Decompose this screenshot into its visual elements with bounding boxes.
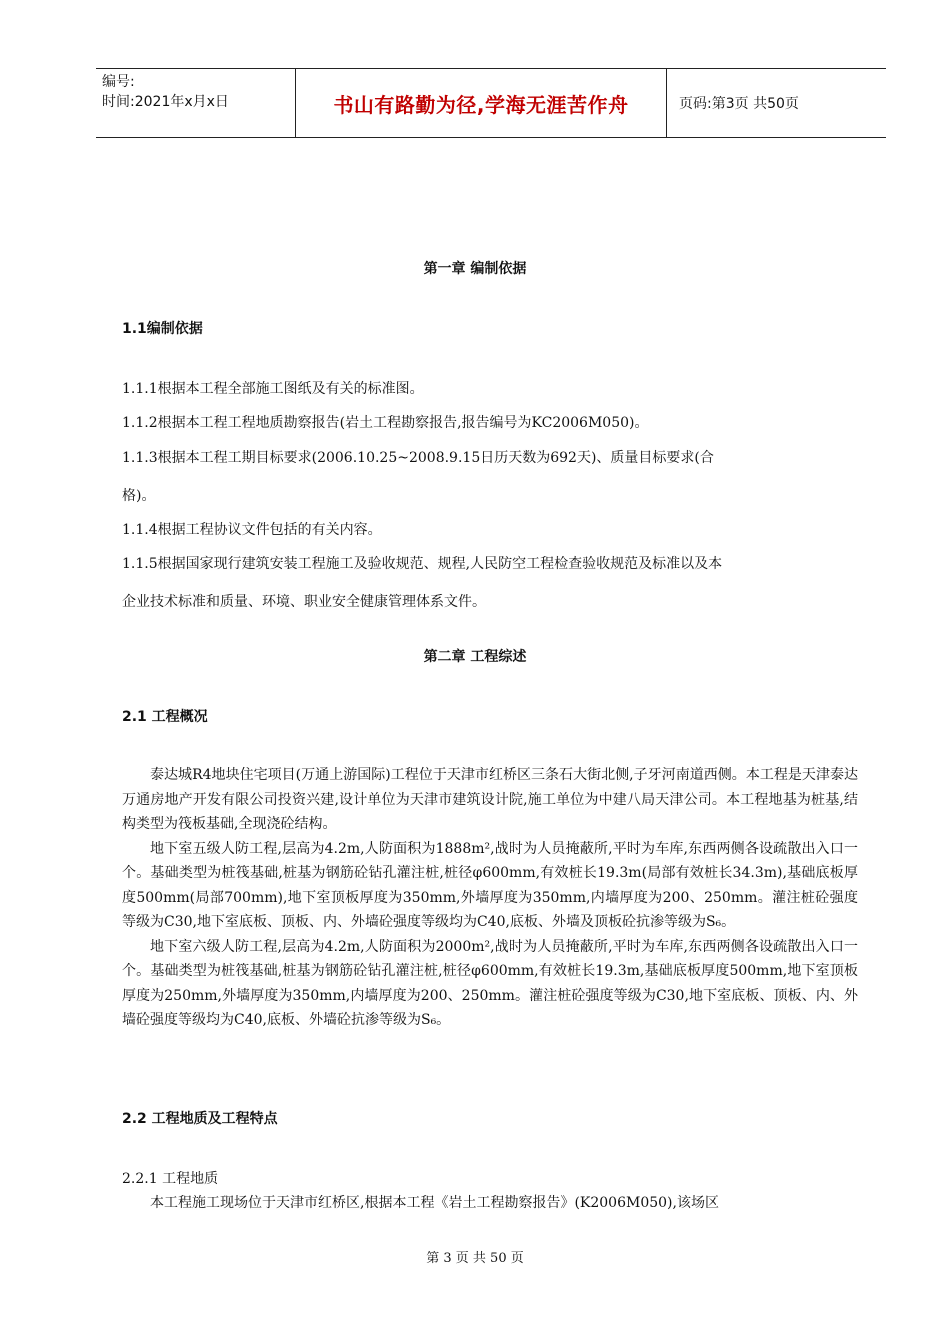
header-page-label: 页码:第3页 共50页	[679, 96, 799, 112]
header-number-label: 编号:	[102, 74, 135, 90]
item-1-1-2: 1.1.2根据本工程工程地质勘察报告(岩土工程勘察报告,报告编号为KC2006M050)。	[122, 415, 649, 431]
header-time-label: 时间:2021年x月x日	[102, 94, 229, 110]
item-1-1-4: 1.1.4根据工程协议文件包括的有关内容。	[122, 522, 382, 538]
item-1-1-1: 1.1.1根据本工程全部施工图纸及有关的标准图。	[122, 381, 424, 397]
overview-body	[122, 763, 858, 1033]
overview-paragraph-2: 地下室五级人防工程,层高为4.2m,人防面积为1888m²,战时为人员掩蔽所,平时为车库,东西两侧各设疏散出入口一个。基础类型为桩筏基础,桩基为钢筋砼钻孔灌注桩,桩径φ600mm,有效桩长19.3m(局部有效桩长34.3m),基础底板厚度500mm(局部700mm),地下室顶板厚度为350mm,外墙厚度为350mm,内墙厚度为200、250mm。灌注桩砼强度等级为C30,地下室底板、顶板、内、外墙砼强度等级均为C40,底板、外墙及顶板砼抗渗等级为S₆。	[122, 840, 858, 930]
item-1-1-5-cont: 企业技术标准和质量、环境、职业安全健康管理体系文件。	[122, 594, 486, 610]
page-header	[96, 68, 886, 138]
overview-paragraph-1: 泰达城R4地块住宅项目(万通上游国际)工程位于天津市红桥区三条石大街北侧,子牙河南道西侧。本工程是天津泰达万通房地产开发有限公司投资兴建,设计单位为天津市建筑设计院,施工单位为中建八局天津公司。本工程地基为桩基,结构类型为筏板基础,全现浇砼结构。	[122, 767, 858, 832]
item-1-1-3: 1.1.3根据本工程工期目标要求(2006.10.25~2008.9.15日历天数为692天)、质量目标要求(合	[122, 450, 714, 466]
section-2-1-title: 2.1 工程概况	[122, 709, 208, 725]
subsection-2-2-1-title: 2.2.1 工程地质	[122, 1171, 219, 1187]
header-meta	[96, 69, 296, 137]
geology-paragraph: 本工程施工现场位于天津市红桥区,根据本工程《岩土工程勘察报告》(K2006M050),该场区	[150, 1195, 719, 1211]
chapter2-title: 第二章 工程综述	[423, 649, 527, 665]
page-footer: 第 3 页 共 50 页	[426, 1251, 524, 1266]
header-motto: 书山有路勤为径,学海无涯苦作舟	[296, 69, 667, 137]
chapter1-title: 第一章 编制依据	[423, 261, 527, 277]
item-1-1-3-cont: 格)。	[122, 488, 156, 504]
overview-paragraph-3: 地下室六级人防工程,层高为4.2m,人防面积为2000m²,战时为人员掩蔽所,平时为车库,东西两侧各设疏散出入口一个。基础类型为桩筏基础,桩基为钢筋砼钻孔灌注桩,桩径φ600mm,有效桩长19.3m,基础底板厚度500mm,地下室顶板厚度为250mm,外墙厚度为350mm,内墙厚度为200、250mm。灌注桩砼强度等级为C30,地下室底板、顶板、内、外墙砼强度等级均为C40,底板、外墙砼抗渗等级为S₆。	[122, 938, 858, 1028]
item-1-1-5: 1.1.5根据国家现行建筑安装工程施工及验收规范、规程,人民防空工程检查验收规范及标准以及本	[122, 556, 723, 572]
section-1-1-title: 1.1编制依据	[122, 321, 203, 337]
section-2-2-title: 2.2 工程地质及工程特点	[122, 1111, 278, 1127]
